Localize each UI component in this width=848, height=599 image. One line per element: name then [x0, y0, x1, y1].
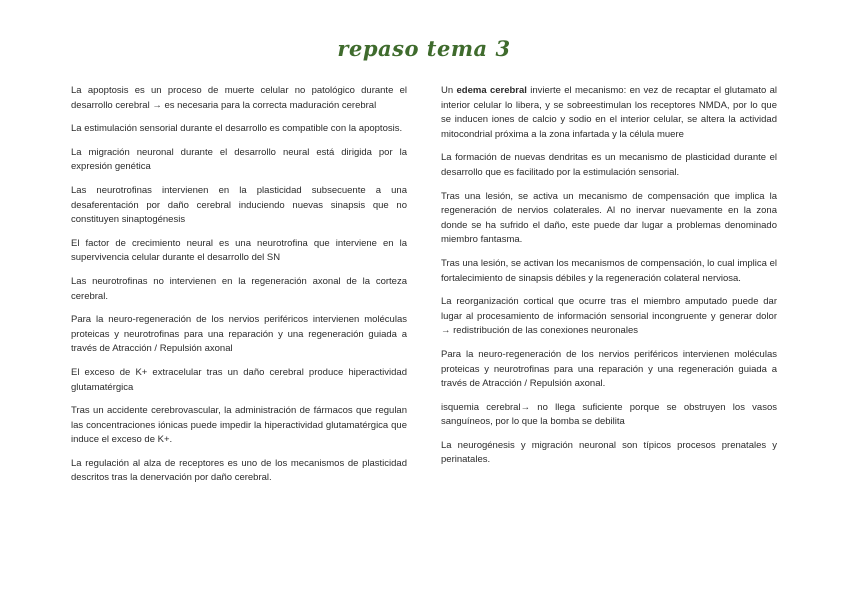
paragraph: La migración neuronal durante el desarrollo neural está dirigida por la expresión genética [71, 146, 407, 173]
paragraph: La formación de nuevas dendritas es un mecanismo de plasticidad durante el desarrollo que es facilitado por la estimulación sensorial. [441, 152, 777, 178]
edema-term: edema cerebral [456, 85, 527, 96]
paragraph: El exceso de K+ extracelular tras un daño cerebral produce hiperactividad glutamatérgica [71, 366, 407, 393]
paragraph: Para la neuro-regeneración de los nervios periféricos intervienen moléculas proteicas y neurotrofinas para una reparación y una regeneración guiada a través de Atracción / Repulsión axonal [71, 314, 407, 355]
paragraph: El factor de crecimiento neural es una neurotrofina que interviene en la supervivencia celular durante el desarrollo del SN [71, 237, 407, 264]
paragraph: La neurogénesis y migración neuronal son típicos procesos prenatales y perinatales. [441, 439, 777, 466]
paragraph: La estimulación sensorial durante el desarrollo es compatible con la apoptosis. [71, 123, 403, 135]
right-column [441, 84, 777, 477]
paragraph: Tras una lesión, se activa un mecanismo de compensación que implica la regeneración de nervios colaterales. Al no inervar nuevamente en la zona donde se ha sufrido el daño, este puede dar lugar a problemas denominado miembro fantasma. [441, 190, 777, 246]
paragraph: La reorganización cortical que ocurre tras el miembro amputado puede dar lugar al procesamiento de información sensorial incongruente y generar dolor → redistribución de las conexiones neuronales [441, 296, 777, 337]
paragraph: isquemia cerebral→ no llega suficiente porque se obstruyen los vasos sanguíneos, por lo que la bomba se debilita [441, 401, 777, 428]
edema-text: invierte el mecanismo: en vez de recaptar el glutamato al interior celular lo libera, y se sobreestimulan los receptores NMDA, por lo que se inducen iones de calcio y sodio en el interior celular, se altera la actividad mitocondrial próxima a la zona infartada y la célula muere [441, 85, 777, 140]
paragraph: Las neurotrofinas intervienen en la plasticidad subsecuente a una desaferentación por daño cerebral induciendo nuevas sinapsis que no constituyen sinaptogénesis [71, 184, 407, 226]
edema-prefix: Un [441, 85, 457, 96]
paragraph: Para la neuro-regeneración de los nervios periféricos intervienen moléculas proteicas y neurotrofinas para una reparación y una regeneración guiada a través de Atracción / Repulsión axonal. [441, 348, 777, 390]
paragraph: La apoptosis es un proceso de muerte celular no patológico durante el desarrollo cerebral → es necesaria para la correcta maduración cerebral [71, 85, 407, 111]
paragraph: Las neurotrofinas no intervienen en la regeneración axonal de la corteza cerebral. [71, 275, 407, 302]
paragraph: La regulación al alza de receptores es uno de los mecanismos de plasticidad descritos tras la denervación por daño cerebral. [71, 457, 407, 484]
paragraph: Tras un accidente cerebrovascular, la administración de fármacos que regulan las concentraciones iónicas puede impedir la hiperactividad glutamatérgica que induce el exceso de K+. [71, 405, 407, 446]
page-title: repaso tema 3 [337, 36, 511, 61]
paragraph: Tras una lesión, se activan los mecanismos de compensación, lo cual implica el fortalecimiento de sinapsis débiles y la regeneración colateral nerviosa. [441, 257, 777, 284]
edema-paragraph [441, 84, 777, 142]
left-column [71, 84, 407, 495]
